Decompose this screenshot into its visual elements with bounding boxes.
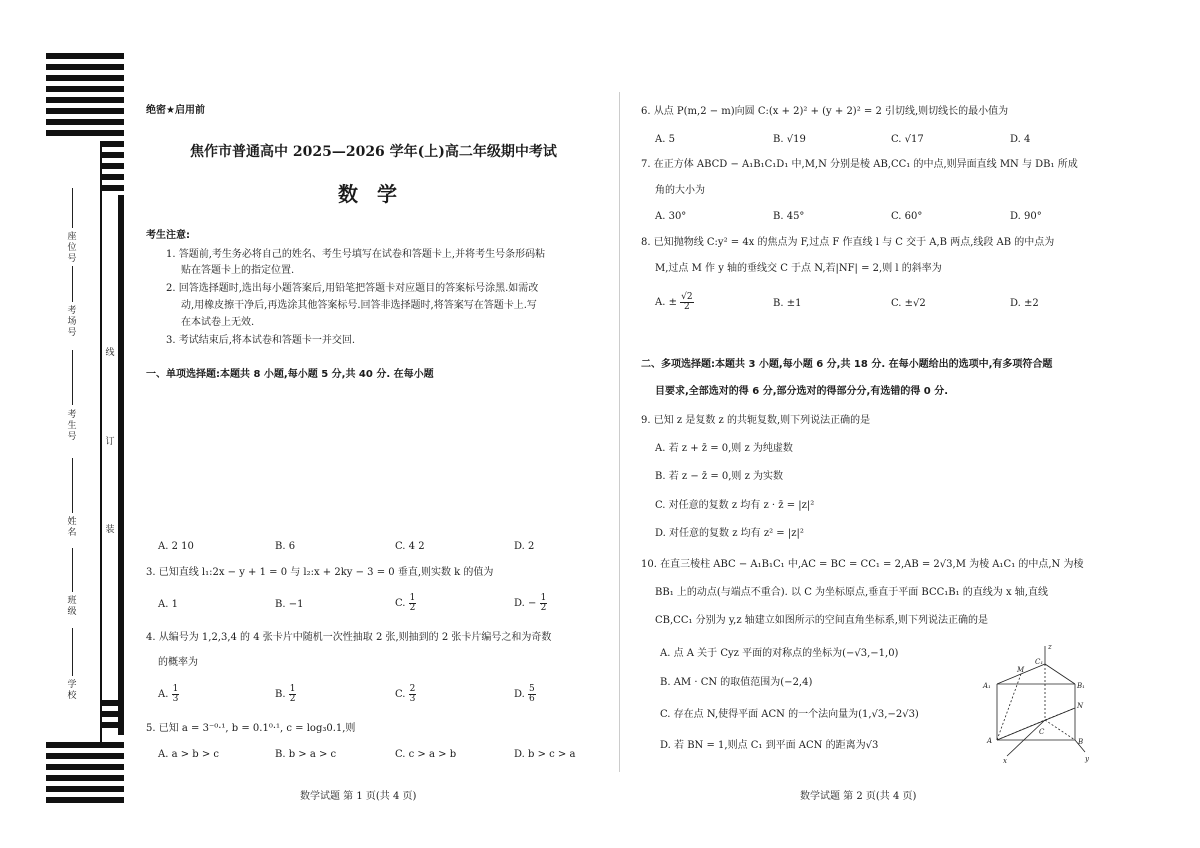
q7-option-c[interactable]: C. 60° (891, 211, 923, 222)
field-label-name: 姓名 (67, 517, 77, 538)
q2-option-d[interactable]: D. 2 (514, 541, 535, 552)
q7-option-a[interactable]: A. 30° (655, 211, 687, 222)
stripe (46, 86, 124, 92)
q4-option-d[interactable]: D. $\frac{5}{6}$ (514, 684, 535, 704)
q4-option-b[interactable]: B. $\frac{1}{2}$ (275, 684, 296, 704)
stripe (46, 797, 124, 803)
notice-line: 1. 答题前,考生务必将自己的姓名、考生号填写在试卷和答题卡上,并将考生号条形码粘 (166, 249, 546, 260)
stripe (100, 722, 124, 728)
stripe (46, 742, 124, 748)
q3-stem: 3. 已知直线 l₁:2x − y + 1 = 0 与 l₂:x + 2ky − 3 = 0 垂直,则实数 k 的值为 (146, 567, 494, 578)
notice-title: 考生注意: (146, 230, 190, 241)
label-c1: C₁ (1035, 658, 1044, 666)
q7-stem-line2: 角的大小为 (655, 185, 705, 196)
q4-stem-line1: 4. 从编号为 1,2,3,4 的 4 张卡片中随机一次性抽取 2 张,则抽到的 2 张卡片编号之和为奇数 (146, 632, 552, 643)
stripe (46, 786, 124, 792)
q5-option-a[interactable]: A. a > b > c (158, 749, 220, 760)
notice-line: 动,用橡皮擦干净后,再选涂其他答案标号.回答非选择题时,将答案写在答题卡上.写 (181, 300, 537, 311)
q3-option-c[interactable]: C. $\frac{1}{2}$ (395, 593, 416, 613)
field-label-school: 学校 (67, 680, 77, 701)
q10-stem-line3: CB,CC₁ 分别为 y,z 轴建立如图所示的空间直角坐标系,则下列说法正确的是 (655, 615, 988, 626)
page-footer-left: 数学试题 第 1 页(共 4 页) (300, 791, 417, 802)
stripe (46, 75, 124, 81)
stripe (100, 711, 124, 717)
label-m: M (1017, 666, 1025, 674)
field-label-seat: 座位号 (67, 232, 77, 264)
stripe (46, 119, 124, 125)
q9-stem: 9. 已知 z 是复数 z 的共轭复数,则下列说法正确的是 (641, 415, 871, 426)
q9-option-a[interactable]: A. 若 z + z̄ = 0,则 z 为纯虚数 (655, 443, 793, 454)
q4-option-a[interactable]: A. $\frac{1}{3}$ (158, 684, 179, 704)
q3-option-d[interactable]: D. − $\frac{1}{2}$ (514, 593, 547, 613)
stripe (46, 130, 124, 136)
q10-option-c[interactable]: C. 存在点 N,使得平面 ACN 的一个法向量为(1,√3,−2√3) (660, 709, 919, 720)
field-line[interactable] (72, 548, 73, 592)
q5-option-d[interactable]: D. b > c > a (514, 749, 576, 760)
notice-line: 在本试卷上无效. (181, 317, 255, 328)
cut-mark-bind: 装 (105, 525, 115, 535)
q7-option-d[interactable]: D. 90° (1010, 211, 1042, 222)
stripe (46, 764, 124, 770)
stripe (46, 108, 124, 114)
q6-option-c[interactable]: C. √17 (891, 134, 924, 145)
q7-stem-line1: 7. 在正方体 ABCD − A₁B₁C₁D₁ 中,M,N 分别是棱 AB,CC₁ 的中点,则异面直线 MN 与 DB₁ 所成 (641, 159, 1078, 170)
q10-option-a[interactable]: A. 点 A 关于 Cyz 平面的对称点的坐标为(−√3,−1,0) (660, 648, 899, 659)
stripe (46, 775, 124, 781)
q10-option-d[interactable]: D. 若 BN = 1,则点 C₁ 到平面 ACN 的距离为√3 (660, 740, 879, 751)
field-line[interactable] (72, 188, 73, 228)
notice-line: 3. 考试结束后,将本试卷和答题卡一并交回. (166, 335, 356, 346)
q3-option-a[interactable]: A. 1 (158, 599, 178, 610)
label-y: y (1085, 755, 1089, 763)
stripe (46, 64, 124, 70)
q5-option-c[interactable]: C. c > a > b (395, 749, 457, 760)
label-a1: A₁ (983, 682, 991, 690)
cut-mark-line: 线 (105, 348, 115, 358)
q9-option-b[interactable]: B. 若 z − z̄ = 0,则 z 为实数 (655, 471, 784, 482)
q4-stem-line2: 的概率为 (158, 657, 198, 668)
label-c: C (1039, 728, 1045, 736)
q6-option-b[interactable]: B. √19 (773, 134, 806, 145)
exam-title: 焦作市普通高中 2025—2026 学年(上)高二年级期中考试 (190, 144, 557, 160)
label-a: A (987, 737, 993, 745)
label-z: z (1048, 643, 1052, 651)
q5-option-b[interactable]: B. b > a > c (275, 749, 337, 760)
q3-option-b[interactable]: B. −1 (275, 599, 304, 610)
field-line[interactable] (72, 266, 73, 302)
stripe (46, 753, 124, 759)
section1-heading: 一、单项选择题:本题共 8 小题,每小题 5 分,共 40 分. 在每小题 (146, 369, 434, 380)
q6-stem: 6. 从点 P(m,2 − m)向圆 C:(x + 2)² + (y + 2)² = 2 引切线,则切线长的最小值为 (641, 106, 1009, 117)
q8-option-b[interactable]: B. ±1 (773, 298, 802, 309)
q2-option-b[interactable]: B. 6 (275, 541, 296, 552)
q6-option-a[interactable]: A. 5 (655, 134, 675, 145)
field-label-exam-id: 考生号 (67, 410, 77, 442)
prism-figure (975, 640, 1095, 765)
field-label-room: 考场号 (67, 306, 77, 338)
field-line[interactable] (72, 458, 73, 513)
field-label-class: 班级 (67, 596, 77, 617)
q2-option-c[interactable]: C. 4 2 (395, 541, 425, 552)
q7-option-b[interactable]: B. 45° (773, 211, 805, 222)
label-n: N (1077, 702, 1084, 710)
notice-line: 2. 回答选择题时,选出每小题答案后,用铅笔把答题卡对应题目的答案标号涂黑.如需改 (166, 283, 539, 294)
field-line[interactable] (72, 350, 73, 405)
q9-option-c[interactable]: C. 对任意的复数 z 均有 z · z̄ = |z|² (655, 500, 815, 511)
stripe (46, 97, 124, 103)
binding-bar (118, 195, 124, 735)
cut-mark-staple: 订 (105, 437, 115, 447)
page-footer-right: 数学试题 第 2 页(共 4 页) (800, 791, 917, 802)
q2-option-a[interactable]: A. 2 10 (158, 541, 194, 552)
q8-option-a[interactable]: A. ± $\frac{√2}{2}$ (655, 292, 693, 312)
label-b1: B₁ (1077, 682, 1085, 690)
secret-label: 绝密★启用前 (146, 105, 205, 116)
q4-option-c[interactable]: C. $\frac{2}{3}$ (395, 684, 416, 704)
section2-heading-line2: 目要求,全部选对的得 6 分,部分选对的得部分分,有选错的得 0 分. (655, 386, 949, 397)
stripe (46, 53, 124, 59)
stripe (100, 700, 124, 706)
section2-heading-line1: 二、多项选择题:本题共 3 小题,每小题 6 分,共 18 分. 在每小题给出的选项中,有多项符合题 (641, 359, 1053, 370)
q10-stem-line2: BB₁ 上的动点(与端点不重合). 以 C 为坐标原点,垂直于平面 BCC₁B₁ 的直线为 x 轴,直线 (655, 587, 1048, 598)
q8-option-c[interactable]: C. ±√2 (891, 298, 926, 309)
notice-line: 贴在答题卡上的指定位置. (181, 265, 295, 276)
q8-option-d[interactable]: D. ±2 (1010, 298, 1039, 309)
q8-stem-line1: 8. 已知抛物线 C:y² = 4x 的焦点为 F,过点 F 作直线 l 与 C 交于 A,B 两点,线段 AB 的中点为 (641, 237, 1055, 248)
q9-option-d[interactable]: D. 对任意的复数 z 均有 z² = |z|² (655, 528, 804, 539)
q10-option-b[interactable]: B. AM · CN 的取值范围为(−2,4) (660, 677, 813, 688)
label-x: x (1003, 757, 1007, 765)
q8-stem-line2: M,过点 M 作 y 轴的垂线交 C 于点 N,若|NF| = 2,则 l 的斜率为 (655, 263, 942, 274)
page-divider (619, 92, 620, 772)
q6-option-d[interactable]: D. 4 (1010, 134, 1031, 145)
q10-stem-line1: 10. 在直三棱柱 ABC − A₁B₁C₁ 中,AC = BC = CC₁ = 2,AB = 2√3,M 为棱 A₁C₁ 的中点,N 为棱 (641, 559, 1084, 570)
subject-title: 数 学 (338, 182, 403, 206)
q5-stem: 5. 已知 a = 3⁻⁰·¹, b = 0.1⁰·¹, c = log₃0.1,则 (146, 723, 356, 734)
field-line[interactable] (72, 628, 73, 676)
label-b: B (1078, 738, 1084, 746)
